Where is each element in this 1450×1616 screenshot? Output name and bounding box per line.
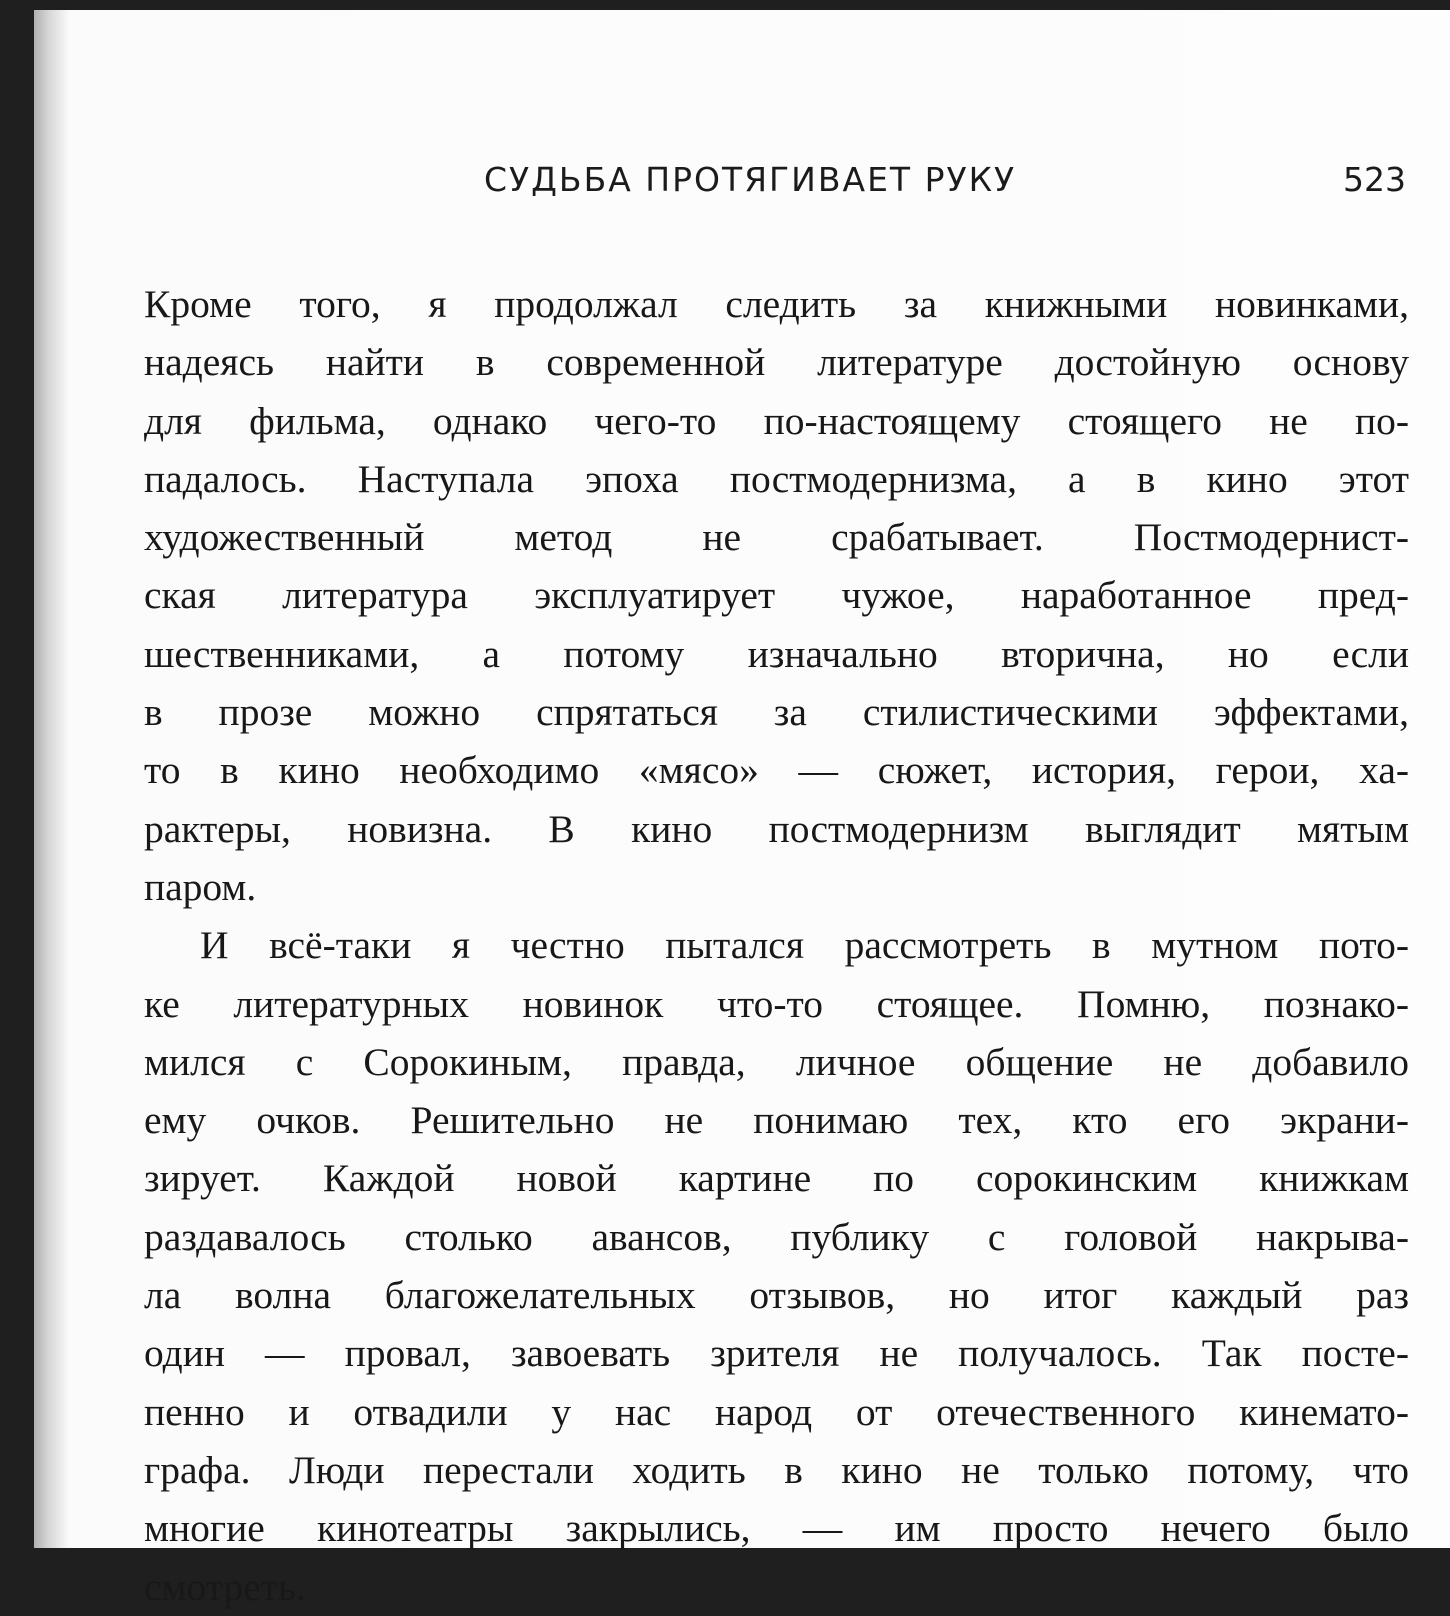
- text-line: надеясь найти в современной литературе достойную основу: [144, 340, 1409, 385]
- page-number: 523: [1343, 160, 1406, 199]
- text-line: шественниками, а потому изначально вторична, но если: [144, 631, 1409, 676]
- text-line: многие кинотеатры закрылись, — им просто нечего было: [144, 1506, 1409, 1551]
- text-line: то в кино необходимо «мясо» — сюжет, история, герои, ха-: [144, 748, 1409, 793]
- text-line: для фильма, однако чего-то по-настоящему стоящего не по-: [144, 398, 1409, 443]
- text-line: в прозе можно спрятаться за стилистическими эффектами,: [144, 690, 1409, 735]
- chapter-title: СУДЬБА ПРОТЯГИВАЕТ РУКУ: [484, 160, 1017, 199]
- text-line: графа. Люди перестали ходить в кино не только потому, что: [144, 1447, 1409, 1492]
- text-line: ке литературных новинок что-то стоящее. Помню, познако-: [144, 981, 1409, 1026]
- page-gutter-shadow: [34, 10, 70, 1548]
- text-line: ская литература эксплуатирует чужое, наработанное пред-: [144, 573, 1409, 618]
- text-line: один — провал, завоевать зрителя не получалось. Так посте-: [144, 1331, 1409, 1376]
- text-line: ла волна благожелательных отзывов, но итог каждый раз: [144, 1273, 1409, 1318]
- running-header: [34, 160, 1450, 210]
- text-line: раздавалось столько авансов, публику с головой накрыва-: [144, 1214, 1409, 1259]
- body-text: [144, 275, 1409, 1616]
- text-line: паром.: [144, 864, 257, 909]
- text-line: смотреть.: [144, 1564, 306, 1609]
- text-line: рактеры, новизна. В кино постмодернизм выглядит мятым: [144, 806, 1409, 851]
- text-line: мился с Сорокиным, правда, личное общение не добавило: [144, 1039, 1409, 1084]
- text-line: И всё-таки я честно пытался рассмотреть в мутном пото-: [200, 923, 1409, 968]
- text-line: падалось. Наступала эпоха постмодернизма, а в кино этот: [144, 456, 1409, 501]
- text-line: пенно и отвадили у нас народ от отечественного кинемато-: [144, 1389, 1409, 1434]
- book-page: [34, 10, 1450, 1609]
- text-line: ему очков. Решительно не понимаю тех, кто его экрани-: [144, 1098, 1409, 1143]
- text-line: художественный метод не срабатывает. Постмодернист-: [144, 515, 1409, 560]
- text-line: Кроме того, я продолжал следить за книжными новинками,: [144, 282, 1409, 326]
- text-line: зирует. Каждой новой картине по сорокинским книжкам: [144, 1156, 1409, 1201]
